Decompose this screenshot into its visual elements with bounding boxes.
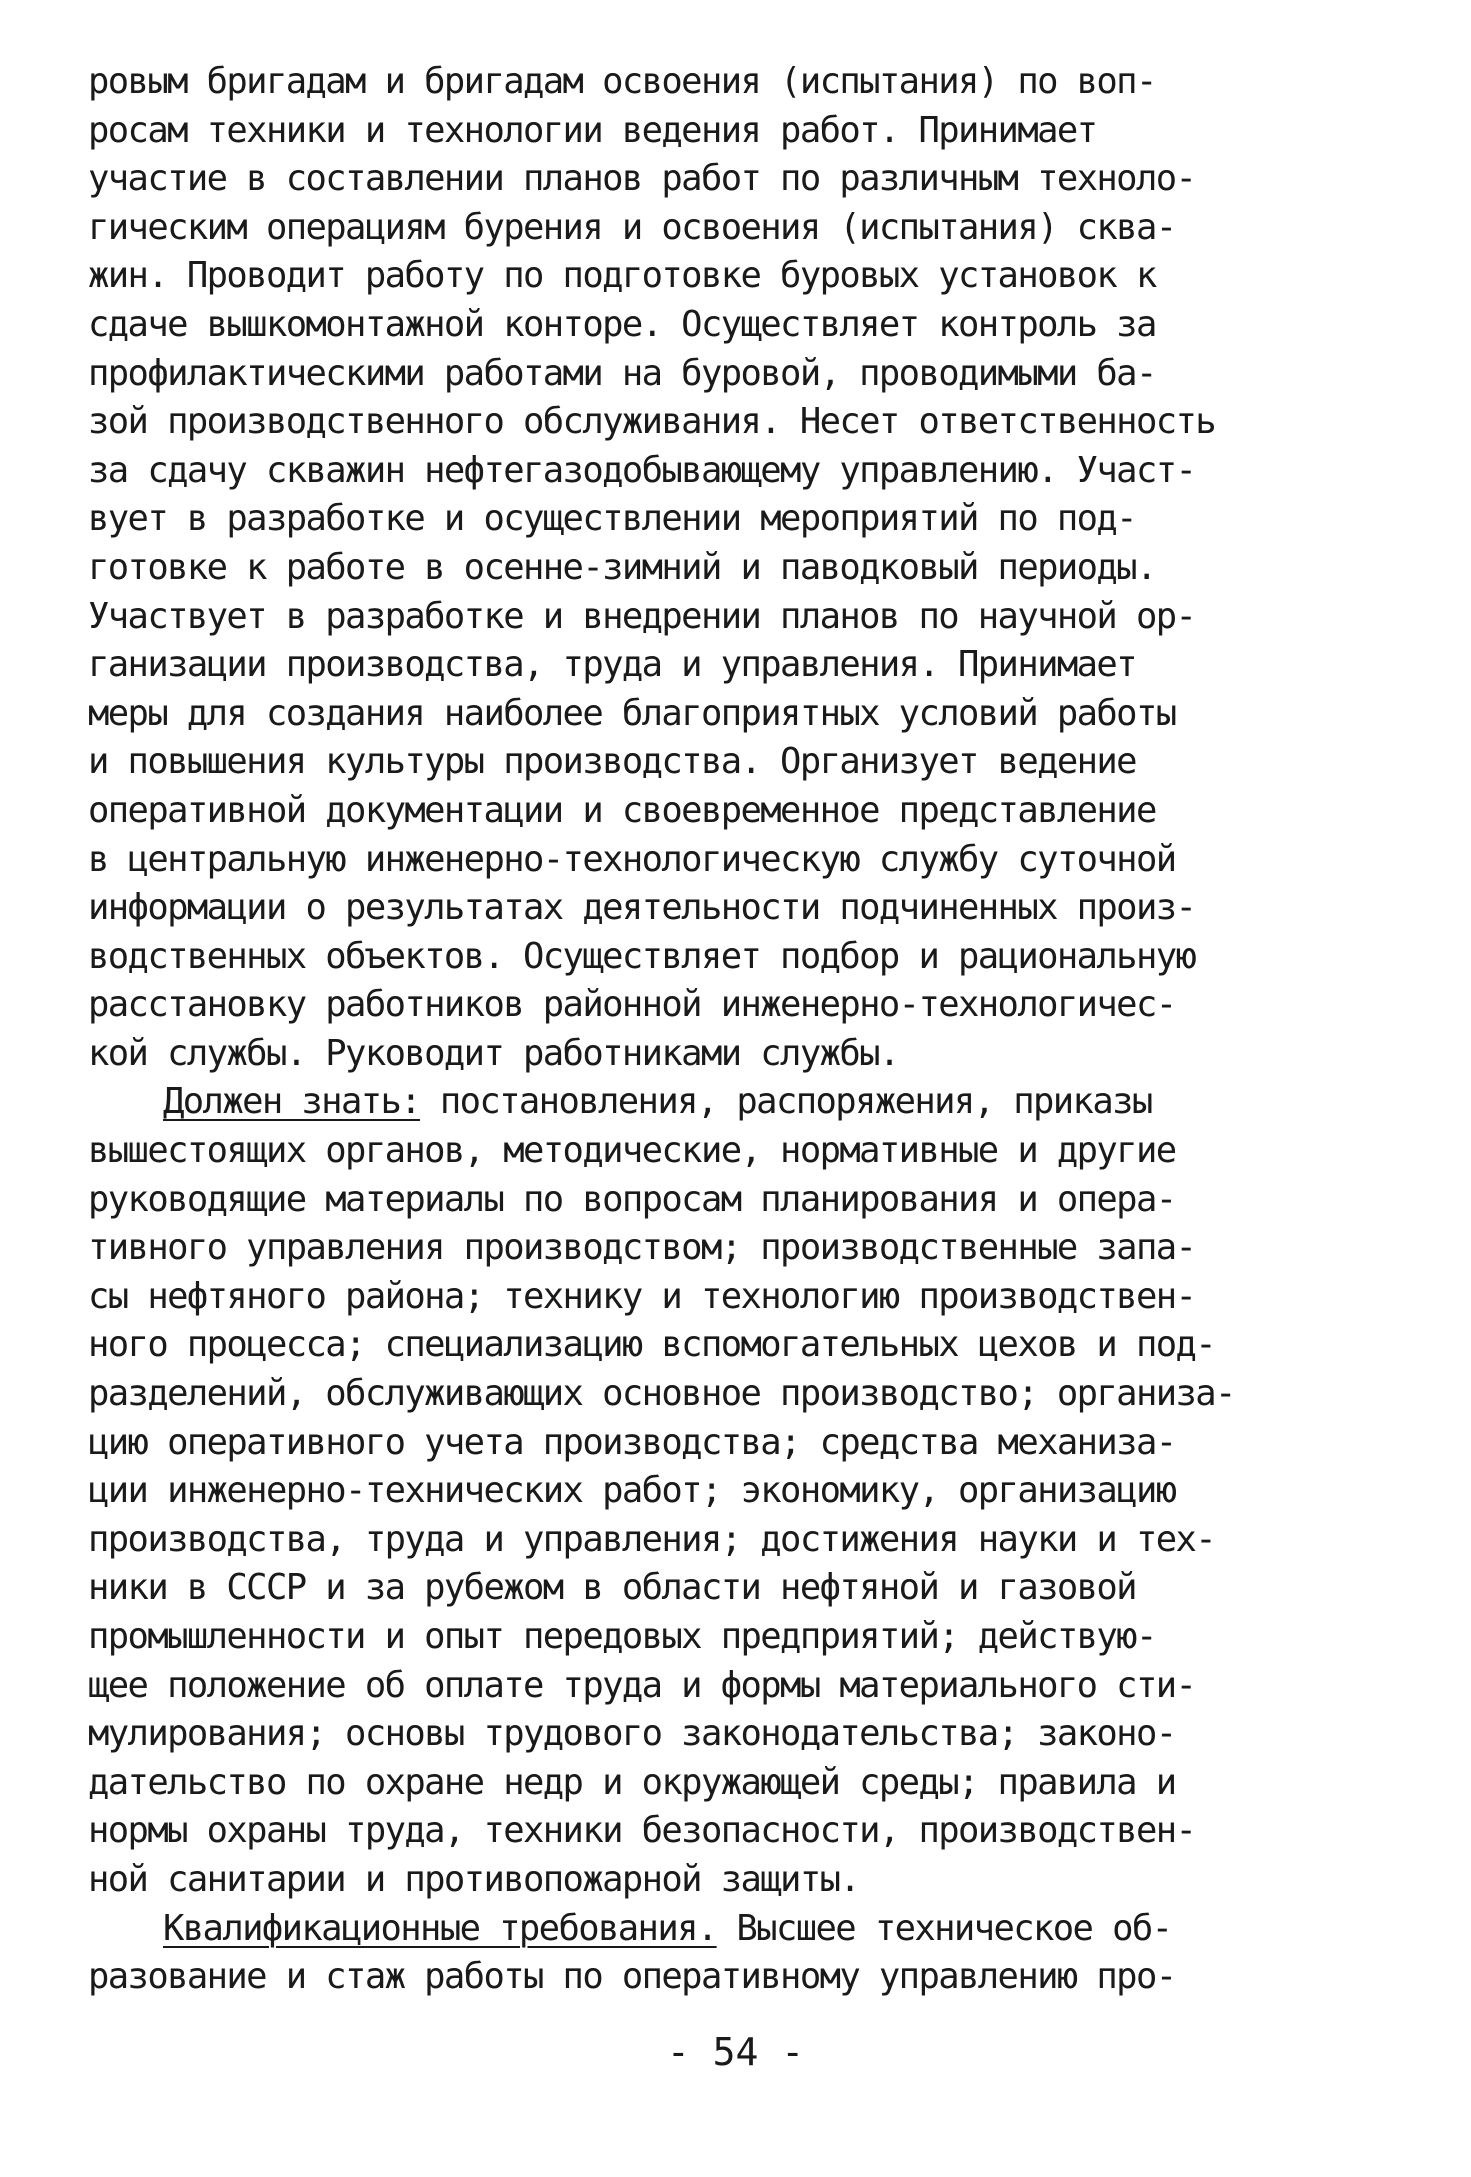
text-line: ганизации производства, труда и управления. Принимает xyxy=(88,644,1136,686)
text-line: ции инженерно-технических работ; экономику, организацию xyxy=(88,1470,1176,1512)
text-line: ники в СССР и за рубежом в области нефтяной и газовой xyxy=(88,1567,1136,1609)
text-line: сдаче вышкомонтажной конторе. Осуществляет контроль за xyxy=(88,303,1156,345)
text-line: нормы охраны труда, техники безопасности, производствен- xyxy=(88,1810,1196,1852)
text-line: вует в разработке и осуществлении мероприятий по под- xyxy=(88,498,1136,540)
text-line: сы нефтяного района; технику и технологию производствен- xyxy=(88,1275,1196,1317)
text-line xyxy=(88,1078,1428,1127)
text-line: в центральную инженерно-технологическую службу суточной xyxy=(88,838,1176,880)
must-know-heading: Должен знать: xyxy=(163,1081,421,1123)
text-line: расстановку работников районной инженерно-технологичес- xyxy=(88,984,1176,1026)
text-line: информации о результатах деятельности подчиненных произ- xyxy=(88,887,1196,929)
text-line: росам техники и технологии ведения работ. Принимает xyxy=(88,109,1097,151)
must-know-first-line: постановления, распоряжения, приказы xyxy=(420,1081,1152,1123)
paragraph-must-know xyxy=(88,1078,1428,1904)
text-line: профилактическими работами на буровой, проводимыми ба- xyxy=(88,352,1156,394)
text-line: разделений, обслуживающих основное производство; организа- xyxy=(88,1373,1235,1415)
text-line: жин. Проводит работу по подготовке буровых установок к xyxy=(88,255,1156,297)
qualification-heading: Квалификационные требования. xyxy=(163,1907,717,1949)
text-line: дательство по охране недр и окружающей среды; правила и xyxy=(88,1761,1176,1803)
text-line: промышленности и опыт передовых предприятий; действую- xyxy=(88,1616,1156,1657)
text-line: оперативной документации и своевременное представление xyxy=(88,789,1156,831)
text-line: тивного управления производством; производственные запа- xyxy=(88,1227,1196,1269)
text-line: и повышения культуры производства. Организует ведение xyxy=(88,741,1136,783)
text-line: Участвует в разработке и внедрении планов по научной ор- xyxy=(88,595,1196,637)
text-line: щее положение об оплате труда и формы материального сти- xyxy=(88,1664,1196,1706)
text-line: гическим операциям бурения и освоения (испытания) сква- xyxy=(88,206,1176,248)
text-line: ровым бригадам и бригадам освоения (испытания) по воп- xyxy=(88,61,1156,102)
text-line: производства, труда и управления; достижения науки и тех- xyxy=(88,1518,1216,1560)
text-block xyxy=(88,58,1428,2002)
text-line: участие в составлении планов работ по различным техноло- xyxy=(88,158,1196,200)
text-line: готовке к работе в осенне-зимний и паводковый периоды. xyxy=(88,546,1156,588)
text-line: руководящие материалы по вопросам планирования и опера- xyxy=(88,1178,1176,1220)
paragraph-qualification xyxy=(88,1905,1428,2002)
page-number: - 54 - xyxy=(666,2030,805,2074)
paragraph-duties xyxy=(88,58,1428,1078)
text-line xyxy=(88,1905,1428,1954)
qualification-first-line: Высшее техническое об- xyxy=(716,1907,1172,1949)
text-line: разование и стаж работы по оперативному управлению про- xyxy=(88,1956,1176,1998)
text-line: мулирования; основы трудового законодательства; законо- xyxy=(88,1713,1176,1755)
text-line: меры для создания наиболее благоприятных условий работы xyxy=(88,692,1176,734)
text-line: водственных объектов. Осуществляет подбор и рациональную xyxy=(88,935,1196,977)
text-line: ной санитарии и противопожарной защиты. xyxy=(88,1858,860,1900)
text-line: цию оперативного учета производства; средства механиза- xyxy=(88,1421,1176,1463)
text-line: вышестоящих органов, методические, нормативные и другие xyxy=(88,1130,1176,1172)
text-line: ного процесса; специализацию вспомогательных цехов и под- xyxy=(88,1324,1216,1366)
text-line: кой службы. Руководит работниками службы. xyxy=(88,1032,899,1074)
text-line: зой производственного обслуживания. Несет ответственность xyxy=(88,401,1216,443)
text-line: за сдачу скважин нефтегазодобывающему управлению. Участ- xyxy=(88,449,1196,491)
